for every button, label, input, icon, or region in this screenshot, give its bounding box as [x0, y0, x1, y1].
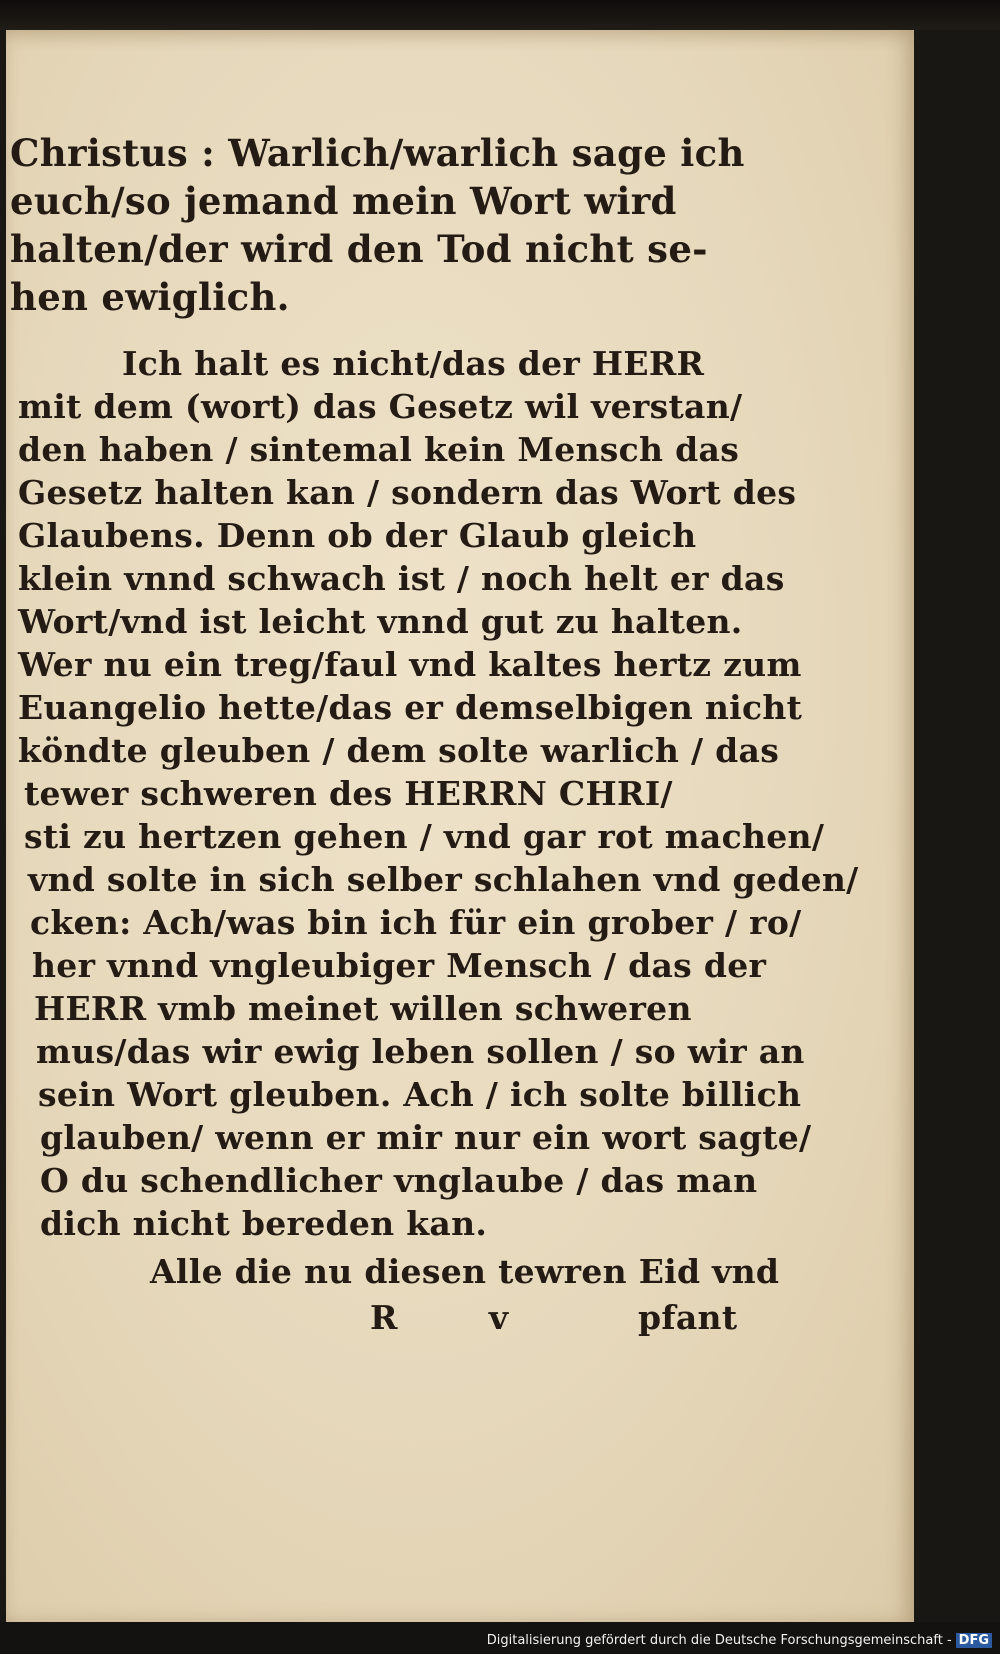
- paragraph-3-line: Alle die nu diesen tewren Eid vnd: [150, 1252, 780, 1291]
- text-line: sein Wort gleuben. Ach / ich solte billich: [38, 1075, 802, 1114]
- text-line: Euangelio hette/das er demselbigen nicht: [18, 688, 803, 727]
- text-line: köndte gleuben / dem solte warlich / das: [18, 731, 780, 770]
- top-shadow: [0, 0, 1000, 30]
- text-line: Glaubens. Denn ob der Glaub gleich: [18, 516, 697, 555]
- dfg-logo: DFG: [956, 1633, 992, 1648]
- dfg-credit: [487, 1633, 992, 1648]
- signature-mark: R v: [370, 1298, 549, 1337]
- text-line: vnd solte in sich selber schlahen vnd geden/: [28, 860, 859, 899]
- text-line: glauben/ wenn er mir nur ein wort sagte/: [40, 1118, 812, 1157]
- text-line: Gesetz halten kan / sondern das Wort des: [18, 473, 797, 512]
- dfg-credit-text: Digitalisierung gefördert durch die Deutsche Forschungsgemeinschaft -: [486, 1633, 952, 1648]
- text-line: Ich halt es nicht/das der HERR: [122, 344, 705, 383]
- text-line: her vnnd vngleubiger Mensch / das der: [32, 946, 767, 985]
- text-line: euch/so jemand mein Wort wird: [10, 179, 677, 223]
- text-line: O du schendlicher vnglaube / das man: [40, 1161, 758, 1200]
- text-line: klein vnnd schwach ist / noch helt er das: [18, 559, 785, 598]
- text-line: den haben / sintemal kein Mensch das: [18, 430, 740, 469]
- text-line: Wer nu ein treg/faul vnd kaltes hertz zum: [18, 645, 802, 684]
- text-line: mit dem (wort) das Gesetz wil verstan/: [18, 387, 743, 426]
- text-line: dich nicht bereden kan.: [40, 1204, 488, 1243]
- text-line: sti zu hertzen gehen / vnd gar rot machen/: [24, 817, 825, 856]
- text-line: halten/der wird den Tod nicht se-: [10, 227, 708, 271]
- text-line: Christus : Warlich/warlich sage ich: [10, 131, 745, 175]
- text-line: Wort/vnd ist leicht vnnd gut zu halten.: [18, 602, 743, 641]
- text-line: hen ewiglich.: [10, 275, 290, 319]
- text-line: tewer schweren des HERRN CHRI/: [24, 774, 673, 813]
- text-line: HERR vmb meinet willen schweren: [34, 989, 692, 1028]
- text-line: cken: Ach/was bin ich für ein grober / ro/: [30, 903, 802, 942]
- catchword: pfant: [638, 1298, 738, 1337]
- text-line: mus/das wir ewig leben sollen / so wir an: [36, 1032, 805, 1071]
